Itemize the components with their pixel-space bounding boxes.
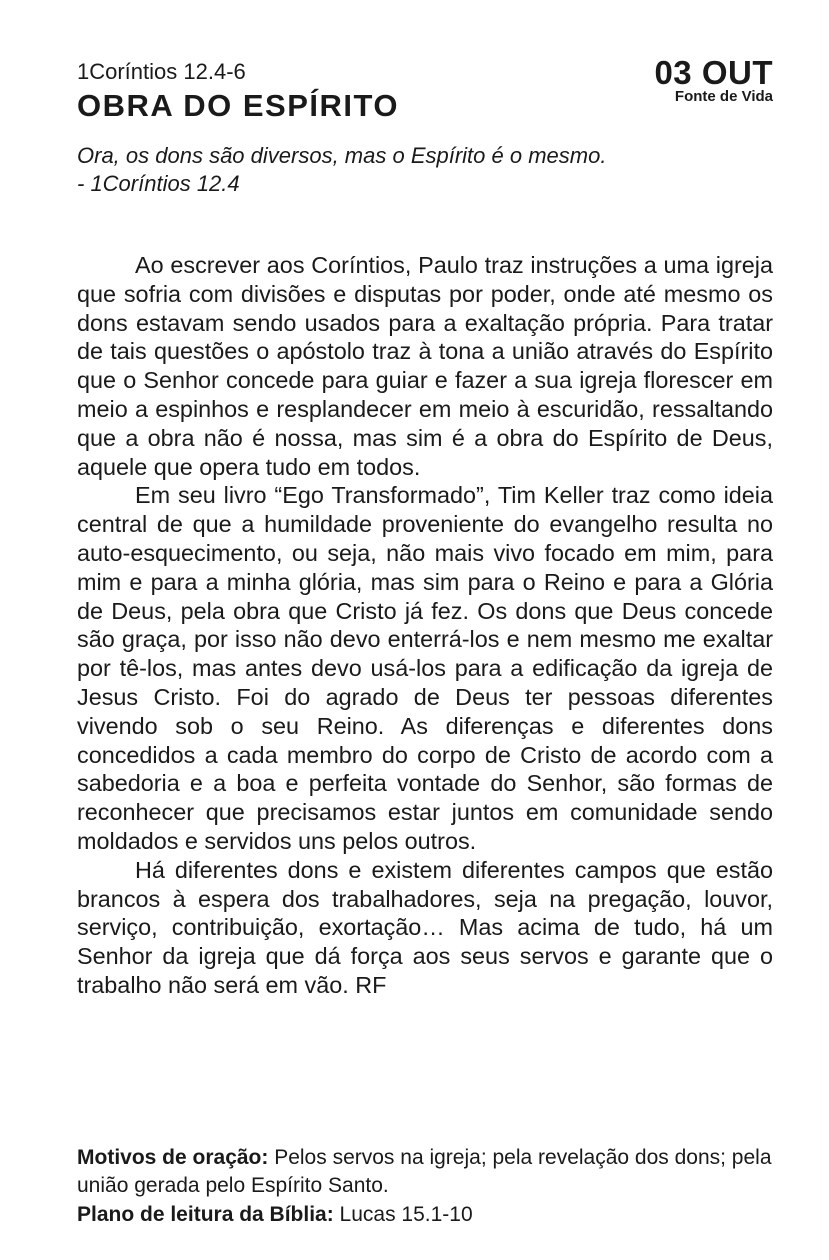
prayer-motives — [77, 1144, 777, 1200]
body-paragraph-1: Ao escrever aos Coríntios, Paulo traz instruções a uma igreja que sofria com divisões e disputas por poder, onde até mesmo os dons estavam sendo usados para a exaltação própria. Para tratar de tais questões o apóstolo traz à tona a união através do Espírito que o Senhor concede para guiar e fazer a sua igreja florescer em meio a espinhos e resplandecer em meio à escuridão, ressaltando que a obra não é nossa, mas sim é a obra do Espírito de Deus, aquele que opera tudo em todos. — [77, 252, 773, 480]
prayer-label: Motivos de oração: — [77, 1146, 269, 1169]
devotional-body — [77, 251, 773, 1000]
scripture-reference: 1Coríntios 12.4-6 — [77, 59, 246, 84]
reading-label: Plano de leitura da Bíblia: — [77, 1203, 334, 1226]
body-paragraph-2: Em seu livro “Ego Transformado”, Tim Keller traz como ideia central de que a humildade proveniente do evangelho resulta no auto-esquecimento, ou seja, não mais vivo focado em mim, para mim e para a minha glória, mas sim para o Reino e para a Glória de Deus, pela obra que Cristo já fez. Os dons que Deus concede são graça, por isso não devo enterrá-los e nem mesmo me exaltar por tê-los, mas antes devo usá-los para a edificação da igreja de Jesus Cristo. Foi do agrado de Deus ter pessoas diferentes vivendo sob o seu Reino. As diferenças e diferentes dons concedidos a cada membro do corpo de Cristo de acordo com a sabedoria e a boa e perfeita vontade do Senhor, são formas de reconhecer que precisamos estar juntos em comunidade sendo moldados e servidos uns pelos outros. — [77, 482, 773, 854]
reading-text: Lucas 15.1-10 — [333, 1203, 473, 1226]
body-paragraph-3: Há diferentes dons e existem diferentes campos que estão brancos à espera dos trabalhadores, seja na pregação, louvor, serviço, contribuição, exortação… Mas acima de tudo, há um Senhor da igreja que dá força aos seus servos e garante que o trabalho não será em vão. RF — [77, 856, 773, 998]
date-label: 03 OUT — [654, 54, 773, 91]
reading-plan — [77, 1200, 777, 1230]
verse-text: Ora, os dons são diversos, mas o Espírito é o mesmo. — [77, 143, 607, 168]
page-title: OBRA DO ESPÍRITO — [77, 88, 399, 123]
verse-citation: - 1Coríntios 12.4 — [77, 171, 240, 196]
key-verse — [77, 142, 637, 198]
source-label: Fonte de Vida — [674, 88, 773, 105]
prayer-text: Pelos servos na igreja; pela revelação dos dons; pela união gerada pelo Espírito Santo. — [77, 1146, 772, 1197]
